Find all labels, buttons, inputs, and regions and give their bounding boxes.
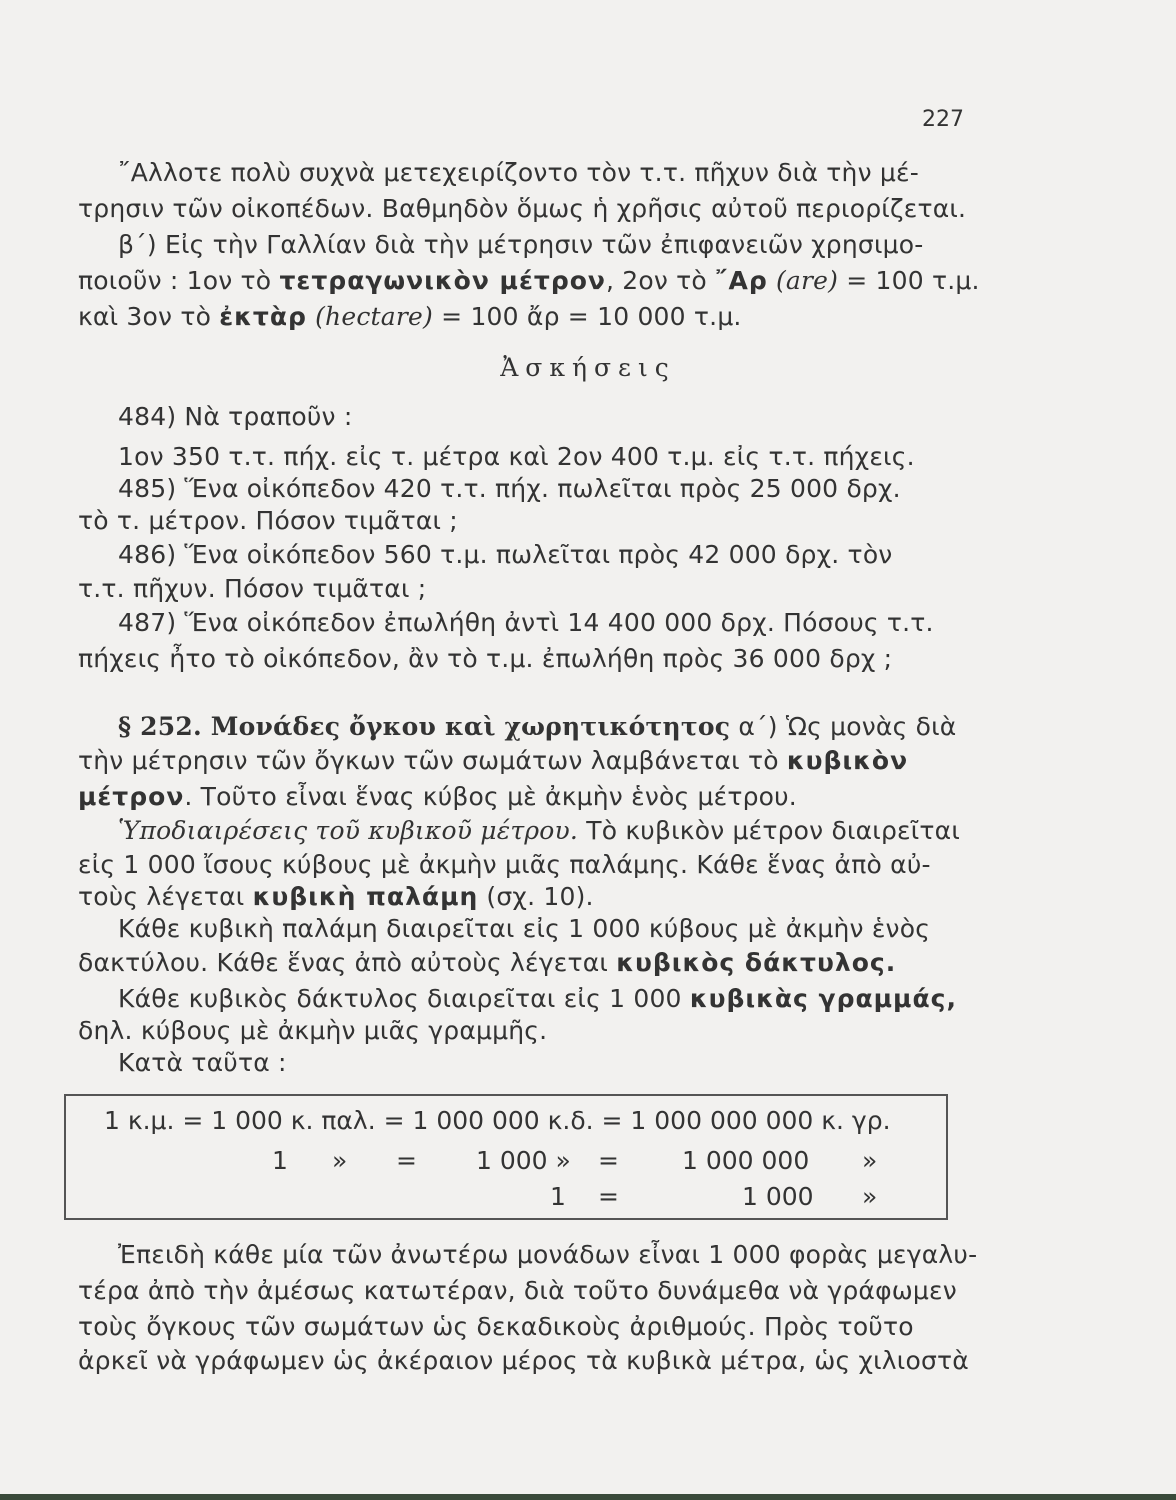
- section-line-9: [118, 984, 998, 1013]
- section-text: α΄) Ὡς μονὰς διὰ: [730, 712, 957, 741]
- section-line-3: [78, 782, 958, 811]
- term-cubic-lines: κυβικὰς γραμμάς,: [689, 984, 957, 1013]
- table-cell: »: [862, 1182, 878, 1211]
- section-text: Τὸ κυβικὸν μέτρον διαιρεῖται: [578, 816, 960, 845]
- table-cell: 1: [272, 1146, 288, 1175]
- term-square-meter: τετραγωνικὸν μέτρον: [279, 266, 606, 295]
- intro-text: = 100 ἄρ = 10 000 τ.μ.: [433, 302, 742, 331]
- section-line-6: [78, 882, 958, 911]
- exercise-line: 486) Ἕνα οἰκόπεδον 560 τ.μ. πωλεῖται πρὸς 42 000 δρχ. τὸν: [118, 540, 893, 569]
- exercise-line: τὸ τ. μέτρον. Πόσον τιμᾶται ;: [78, 506, 458, 535]
- section-line-1: [118, 712, 998, 741]
- closing-line: Ἐπειδὴ κάθε μία τῶν ἀνωτέρω μονάδων εἶναι 1 000 φορὰς μεγαλυ-: [118, 1240, 978, 1269]
- intro-line-1: ῎Αλλοτε πολὺ συχνὰ μετεχειρίζοντο τὸν τ.τ. πῆχυν διὰ τὴν μέ-: [118, 158, 919, 187]
- section-text: τοὺς λέγεται: [78, 882, 253, 911]
- intro-text: = 100 τ.μ.: [838, 266, 980, 295]
- table-cell: =: [396, 1146, 417, 1175]
- section-text: (σχ. 10).: [478, 882, 594, 911]
- table-cell: 1: [550, 1182, 566, 1211]
- table-row-1: 1 κ.μ. = 1 000 κ. παλ. = 1 000 000 κ.δ. = 1 000 000 000 κ. γρ.: [104, 1106, 891, 1135]
- section-text: δακτύλου. Κάθε ἕνας ἀπὸ αὐτοὺς λέγεται: [78, 948, 617, 977]
- term-cubic: κυβικὸν: [786, 746, 909, 775]
- intro-text: καὶ 3ον τὸ: [78, 302, 220, 331]
- exercise-line: 1ον 350 τ.τ. πήχ. εἰς τ. μέτρα καὶ 2ον 400 τ.μ. εἰς τ.τ. πήχεις.: [118, 442, 915, 471]
- table-cell: =: [598, 1146, 619, 1175]
- section-line-8: [78, 948, 958, 977]
- intro-line-5: [78, 302, 958, 331]
- table-cell: 1 000: [742, 1182, 814, 1211]
- term-cubic-palm: κυβικὴ παλάμη: [252, 882, 479, 911]
- intro-line-4: [78, 266, 980, 295]
- closing-line: ἀρκεῖ νὰ γράφωμεν ὡς ἀκέραιον μέρος τὰ κυβικὰ μέτρα, ὡς χιλιοστὰ: [78, 1346, 969, 1375]
- table-cell: 1 000 »: [476, 1146, 571, 1175]
- exercise-line: 487) Ἕνα οἰκόπεδον ἐπωλήθη ἀντὶ 14 400 000 δρχ. Πόσους τ.τ.: [118, 608, 934, 637]
- table-cell: »: [862, 1146, 878, 1175]
- page-number: 227: [922, 107, 964, 132]
- intro-text: , 2ον τὸ: [605, 266, 716, 295]
- term-cubic-finger: κυβικὸς δάκτυλος.: [616, 948, 897, 977]
- section-line-10: δηλ. κύβους μὲ ἀκμὴν μιᾶς γραμμῆς.: [78, 1016, 548, 1045]
- section-line-7: Κάθε κυβικὴ παλάμη διαιρεῖται εἰς 1 000 κύβους μὲ ἀκμὴν ἑνὸς: [118, 914, 931, 943]
- table-cell: =: [598, 1182, 619, 1211]
- term-hectare: ἐκτὰρ: [219, 302, 307, 331]
- exercise-line: 485) Ἕνα οἰκόπεδον 420 τ.τ. πήχ. πωλεῖται πρὸς 25 000 δρχ.: [118, 474, 901, 503]
- section-title: § 252. Μονάδες ὄγκου καὶ χωρητικότητος: [118, 712, 731, 741]
- exercise-line: τ.τ. πῆχυν. Πόσον τιμᾶται ;: [78, 574, 427, 603]
- section-text: Κάθε κυβικὸς δάκτυλος διαιρεῖται εἰς 1 000: [118, 984, 690, 1013]
- table-cell: »: [332, 1146, 348, 1175]
- section-line-11: Κατὰ ταῦτα :: [118, 1048, 287, 1077]
- scan-edge: [0, 1494, 1176, 1500]
- section-line-2: [78, 746, 958, 775]
- subheading-subdivisions: Ὑποδιαιρέσεις τοῦ κυβικοῦ μέτρου.: [118, 816, 579, 845]
- term-are-latin: (are): [767, 266, 839, 295]
- closing-line: τέρα ἀπὸ τὴν ἀμέσως κατωτέραν, διὰ τοῦτο δυνάμεθα νὰ γράφωμεν: [78, 1276, 957, 1305]
- section-line-4: [118, 816, 998, 845]
- closing-line: τοὺς ὄγκους τῶν σωμάτων ὡς δεκαδικοὺς ἀριθμούς. Πρὸς τοῦτο: [78, 1312, 914, 1341]
- conversion-table: [64, 1094, 948, 1220]
- section-text: τὴν μέτρησιν τῶν ὄγκων τῶν σωμάτων λαμβάνεται τὸ: [78, 746, 787, 775]
- section-text: . Τοῦτο εἶναι ἕνας κύβος μὲ ἀκμὴν ἑνὸς μέτρου.: [184, 782, 797, 811]
- intro-line-2: τρησιν τῶν οἰκοπέδων. Βαθμηδὸν ὅμως ἡ χρῆσις αὐτοῦ περιορίζεται.: [78, 194, 967, 223]
- table-cell: 1 000 000: [682, 1146, 810, 1175]
- term-hectare-latin: (hectare): [306, 302, 433, 331]
- exercise-line: 484) Νὰ τραποῦν :: [118, 402, 353, 431]
- intro-text: ποιοῦν : 1ον τὸ: [78, 266, 280, 295]
- intro-line-3: β΄) Εἰς τὴν Γαλλίαν διὰ τὴν μέτρησιν τῶν ἐπιφανειῶν χρησιμο-: [118, 230, 924, 259]
- exercise-line: πήχεις ἦτο τὸ οἰκόπεδον, ἂν τὸ τ.μ. ἐπωλήθη πρὸς 36 000 δρχ ;: [78, 644, 893, 673]
- term-meter: μέτρον: [78, 782, 185, 811]
- term-are: ῎Αρ: [715, 266, 768, 295]
- exercises-heading: Ἀσκήσεις: [500, 353, 676, 382]
- section-line-5: εἰς 1 000 ἴσους κύβους μὲ ἀκμὴν μιᾶς παλάμης. Κάθε ἕνας ἀπὸ αὐ-: [78, 850, 931, 879]
